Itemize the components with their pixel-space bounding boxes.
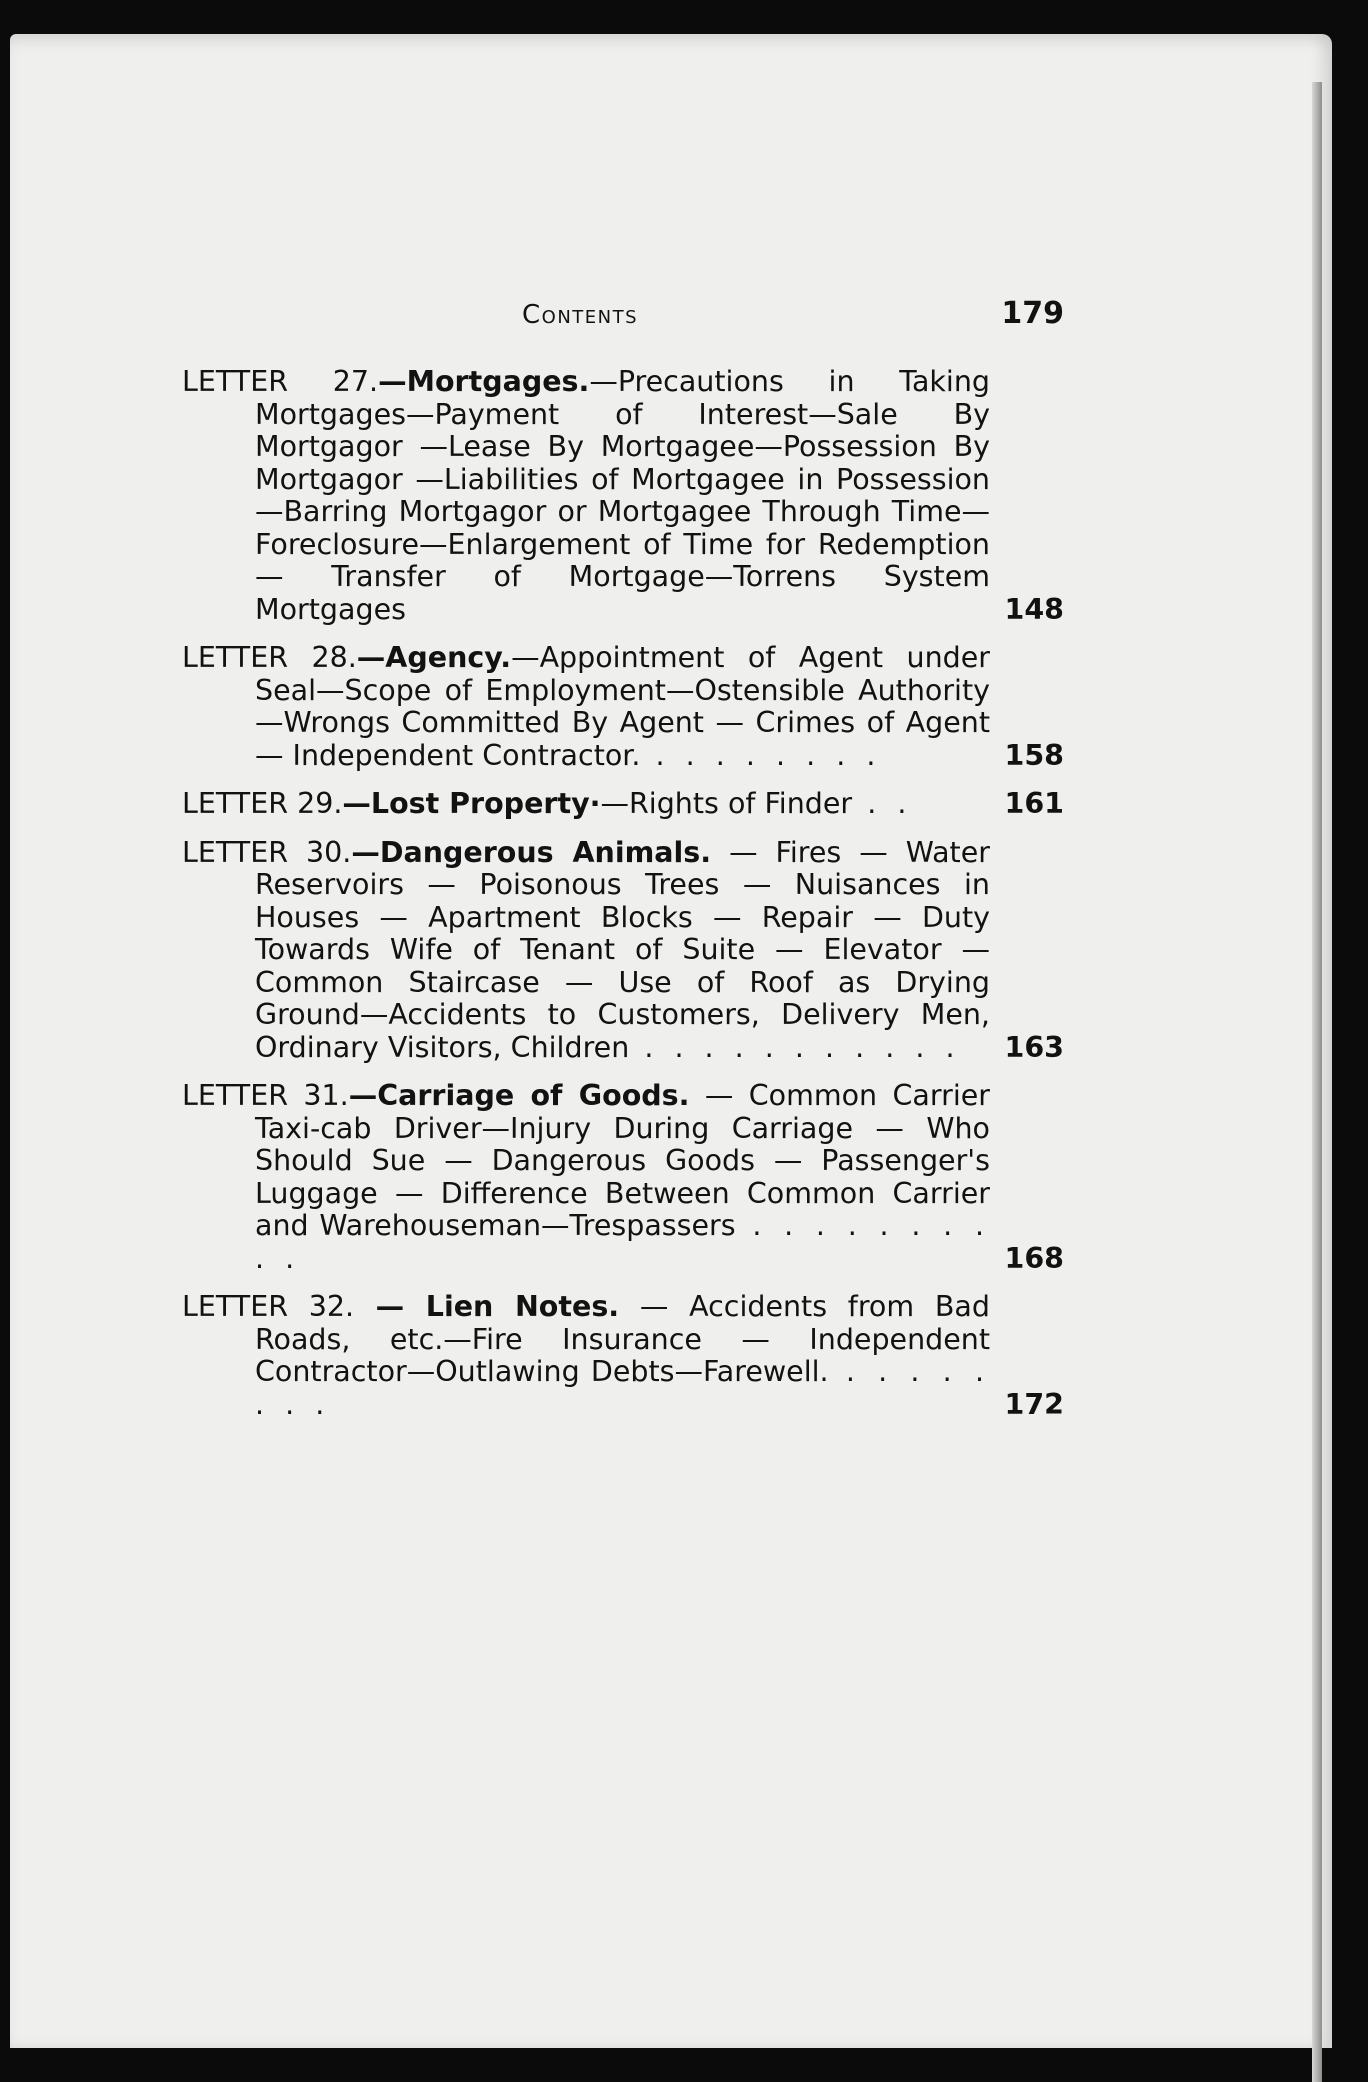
entry-page-number: 172 [1004,1387,1064,1421]
toc-entry-letter-32 [182,1291,1064,1421]
entry-label: LETTER 31. [182,1079,349,1112]
book-page [10,34,1332,2048]
page-number: 179 [1001,296,1064,331]
toc-entry-letter-31 [182,1080,1064,1275]
entry-topic: —Agency. [356,641,512,674]
entry-subtopics: — Accidents from Bad Roads, etc.—Fire Insurance — Independent Contractor—Outlawing Debts—Farewell. [255,1290,990,1388]
entry-topic: —Mortgages. [378,365,590,398]
dot-leaders: . . . . . . . . [255,1355,990,1421]
entry-label: LETTER 28. [182,641,357,674]
toc-entry-letter-30 [182,837,1064,1065]
toc-entry-letter-28 [182,642,1064,772]
entry-topic: —Carriage of Goods. [348,1079,690,1112]
running-head: Contents [522,300,639,330]
entry-label: LETTER 29. [182,787,343,820]
dot-leaders: . . [852,787,913,820]
toc-entry-text [182,366,990,626]
entry-page-number: 168 [1004,1241,1064,1275]
entry-page-number: 161 [1004,787,1064,820]
toc-entry-text [182,837,990,1065]
entry-label: LETTER 27. [182,365,379,398]
entry-topic: —Dangerous Animals. [351,835,712,869]
dot-leaders: . . . . . . . . . . . [629,1030,961,1064]
toc-entry-letter-29 [182,788,1064,821]
dot-leaders: . . . . . . . . . . [255,1209,991,1275]
page-header [182,296,1064,340]
entry-page-number: 158 [1004,738,1064,772]
entry-label: LETTER 30. [182,835,352,869]
toc-entry-letter-27 [182,366,1064,626]
toc-entry-text [182,1080,990,1275]
toc-entry-text [182,1291,990,1421]
entry-subtopics: —Appointment of Agent under Seal—Scope of Employment—Ostensible Authority—Wrongs Committed By Agent — Crimes of Agent— Independent Contractor. [255,641,991,772]
entry-subtopics: — Fires — Water Reservoirs — Poisonous Trees — Nuisances in Houses — Apartment Blocks — Repair — Duty Towards Wife of Tenant of Suite — Elevator — Common Staircase — Use of Roof as Drying Ground—Accidents to Customers, Delivery Men, Ordinary Visitors, Children [255,835,990,1064]
dot-leaders: . . . . . . . . [640,738,882,772]
page-edge-shadow [1312,82,1322,2082]
entry-subtopics: —Rights of Finder [600,787,853,820]
entry-topic: — Lien Notes. [354,1290,620,1323]
entry-label: LETTER 32. [182,1290,355,1323]
table-of-contents [182,366,1064,1437]
toc-entry-text [182,788,990,821]
entry-topic: —Lost Property· [342,787,601,820]
entry-page-number: 148 [1004,592,1064,626]
entry-subtopics: — Common Carrier Taxi-cab Driver—Injury During Carriage — Who Should Sue — Dangerous Goods — Passenger's Luggage — Difference Between Common Carrier and Warehouseman—Trespassers [255,1079,990,1242]
entry-page-number: 163 [1004,1030,1064,1064]
entry-subtopics: —Precautions in Taking Mortgages—Payment of Interest—Sale By Mortgagor —Lease By Mortgagee—Possession By Mortgagor —Liabilities of Mortgagee in Possession—Barring Mortgagor or Mortgagee Through Time—Foreclosure—Enlargement of Time for Redemption — Transfer of Mortgage—Torrens System Mortgages [255,365,990,626]
toc-entry-text [182,642,990,772]
